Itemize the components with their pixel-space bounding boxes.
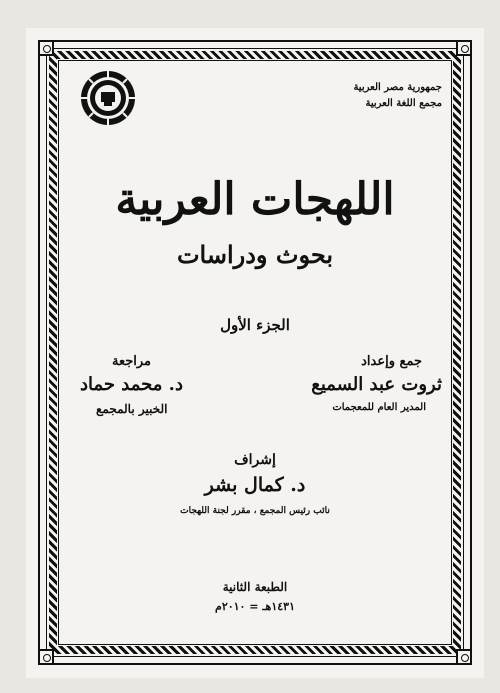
supervisor-position: نائب رئيس المجمع ، مقرر لجنة اللهجات	[180, 506, 330, 516]
frame-corner	[38, 40, 54, 56]
academy-emblem-icon	[80, 70, 136, 126]
cover-content	[60, 62, 450, 642]
publisher-country: جمهورية مصر العربية	[353, 82, 442, 93]
book-title: اللهجات العربية	[115, 174, 395, 225]
publication-date: ١٤٣١هـ = ٢٠١٠م	[215, 600, 295, 613]
frame-corner	[456, 40, 472, 56]
supervisor-name: د. كمال بشر	[204, 474, 306, 496]
book-subtitle: بحوث ودراسات	[176, 240, 334, 269]
reviewer-position: الخبير بالمجمع	[96, 402, 168, 416]
frame-corner	[456, 649, 472, 665]
frame-corner	[38, 649, 54, 665]
edition-label: الطبعة الثانية	[222, 580, 288, 594]
compiler-name: ثروت عبد السميع	[311, 374, 442, 395]
reviewer-name: د. محمد حماد	[80, 374, 183, 395]
compiler-role: جمع وإعداد	[361, 354, 422, 369]
publisher-academy: مجمع اللغة العربية	[365, 98, 442, 109]
compiler-position: المدير العام للمعجمات	[332, 402, 426, 413]
supervisor-role: إشراف	[234, 452, 276, 468]
volume-label: الجزء الأول	[220, 316, 290, 334]
reviewer-role: مراجعة	[112, 354, 152, 369]
